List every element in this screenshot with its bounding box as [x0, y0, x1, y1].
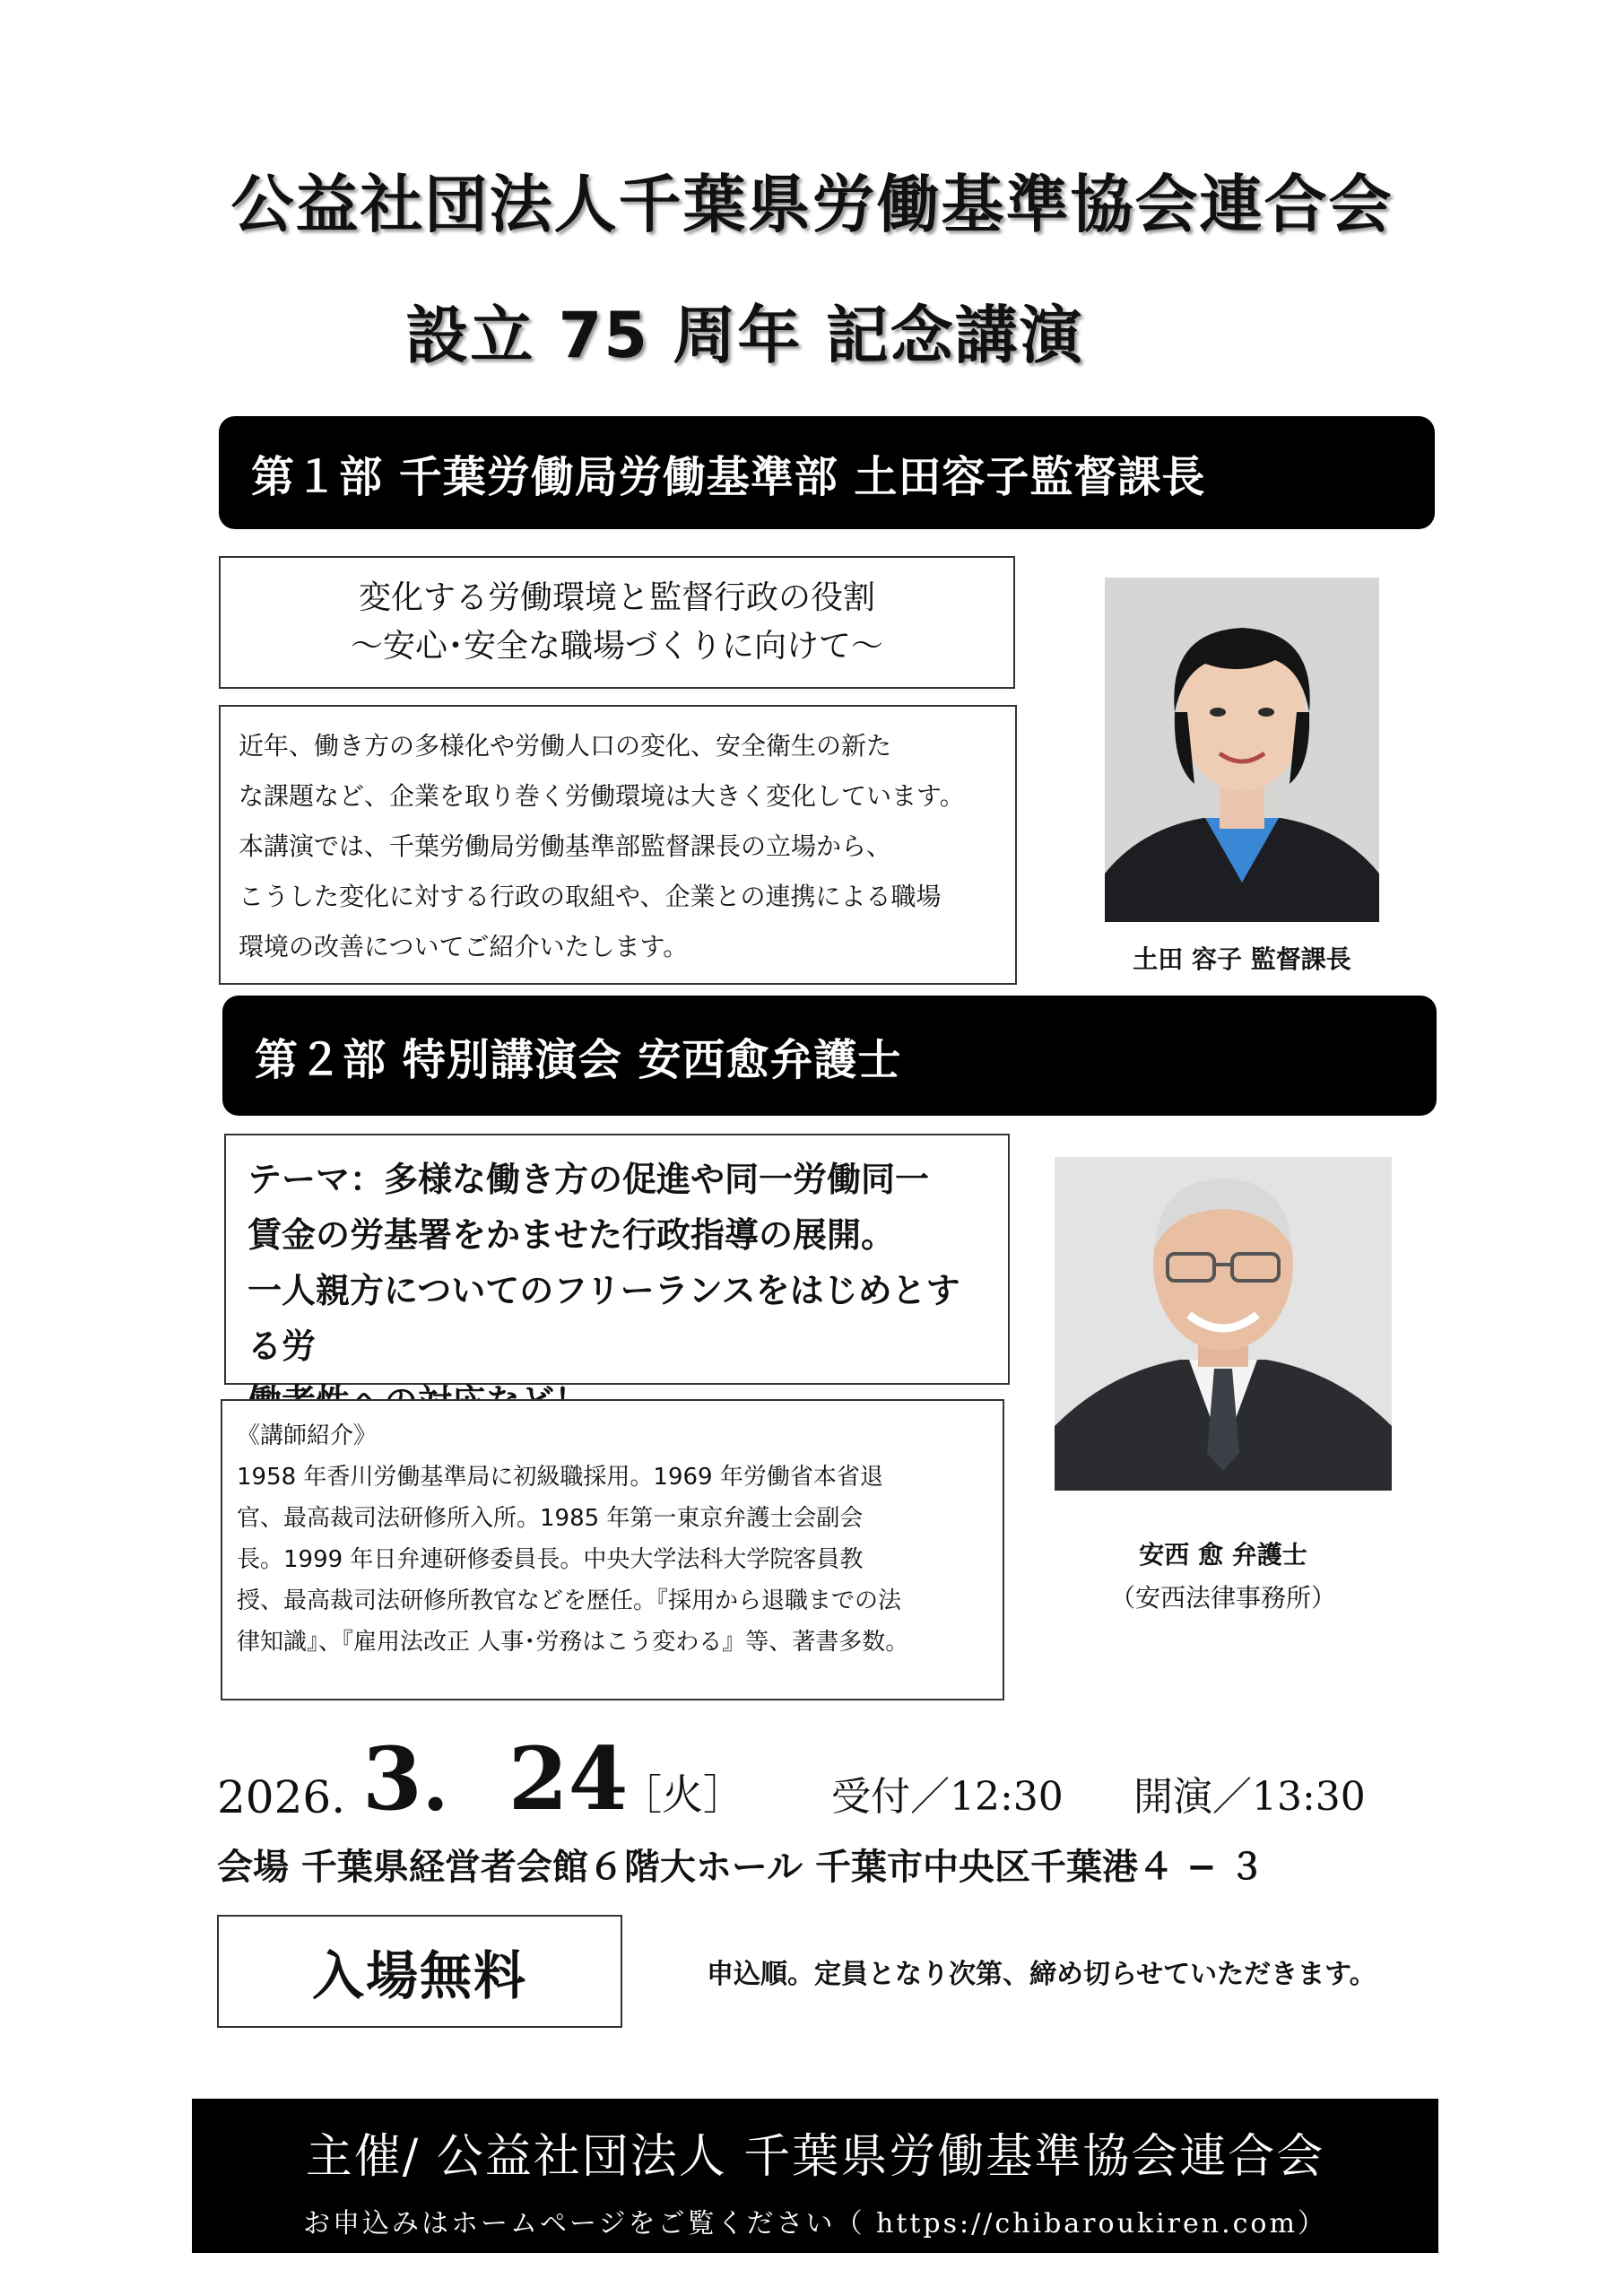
bio-line: 官、最高裁司法研修所入所。1985 年第一東京弁護士会副会 — [237, 1505, 864, 1532]
theme-line: 一人親方についてのフリーランスをはじめとする労 — [248, 1271, 960, 1366]
part2-bio-box — [221, 1399, 1004, 1700]
part1-description-box — [219, 705, 1017, 985]
event-date: 3．24 — [362, 1728, 629, 1830]
part1-topic-line1: 変化する労働環境と監督行政の役割 — [358, 579, 875, 616]
description-line: な課題など、企業を取り巻く労働環境は大きく変化しています。 — [239, 781, 965, 811]
theme-line: 賃金の労基署をかませた行政指導の展開。 — [248, 1215, 896, 1255]
part2-title: 第２部 特別講演会 安西愈弁護士 — [255, 1034, 902, 1085]
description-line: 本講演では、千葉労働局労働基準部監督課長の立場から、 — [239, 831, 892, 861]
speaker2-caption: 安西 愈 弁護士 — [1139, 1540, 1307, 1570]
admission-label: 入場無料 — [311, 1945, 527, 2006]
part2-theme-box — [224, 1134, 1010, 1385]
admission-free-box — [217, 1915, 622, 2028]
event-datetime-row — [217, 1728, 1383, 1834]
footer-bar — [192, 2099, 1438, 2253]
theme-line: テーマ：多様な働き方の促進や同一労働同一 — [248, 1160, 930, 1199]
footer-host: 主催/ 公益社団法人 千葉県労働基準協会連合会 — [305, 2130, 1325, 2184]
event-start-time: 開演／13:30 — [1133, 1774, 1366, 1820]
bio-line: 《講師紹介》 — [237, 1422, 378, 1449]
bio-line: 1958 年香川労働基準局に初級職採用。1969 年労働省本省退 — [237, 1464, 883, 1491]
event-year: 2026. — [217, 1771, 346, 1823]
part1-topic-line2: 〜安心･安全な職場づくりに向けて〜 — [350, 628, 883, 665]
event-subtitle: 設立 75 周年 記念講演 — [405, 299, 1084, 372]
part1-topic-box — [219, 556, 1015, 689]
speaker1-caption: 土田 容子 監督課長 — [1133, 944, 1351, 974]
speaker1-photo — [1105, 578, 1379, 922]
bio-line: 長。1999 年日弁連研修委員長。中央大学法科大学院客員教 — [237, 1546, 864, 1573]
description-line: 近年、働き方の多様化や労働人口の変化、安全衛生の新た — [239, 731, 892, 761]
footer-registration-info: お申込みはホームページをご覧ください（ https://chibaroukiren.com） — [303, 2208, 1327, 2239]
part1-title: 第１部 千葉労働局労働基準部 土田容子監督課長 — [251, 451, 1206, 502]
event-venue: 会場 千葉県経営者会館６階大ホール 千葉市中央区千葉港４ − ３ — [217, 1847, 1265, 1888]
speaker2-photo — [1055, 1157, 1392, 1491]
description-line: 環境の改善についてご紹介いたします。 — [239, 932, 689, 961]
bio-line: 律知識』、『雇用法改正 人事･労務はこう変わる』等、著書多数。 — [237, 1629, 909, 1656]
event-reception-time: 受付／12:30 — [831, 1774, 1064, 1820]
part1-header-bar — [219, 416, 1435, 529]
event-organizer-title: 公益社団法人千葉県労働基準協会連合会 — [230, 168, 1394, 241]
speaker2-affiliation: （安西法律事務所） — [1109, 1583, 1336, 1613]
bio-line: 授、最高裁司法研修所教官などを歴任。『採用から退職までの法 — [237, 1587, 902, 1614]
part2-header-bar — [222, 996, 1437, 1116]
event-weekday: ［火］ — [621, 1770, 744, 1819]
description-line: こうした変化に対する行政の取組や、企業との連携による職場 — [239, 882, 942, 911]
registration-note: 申込順。定員となり次第、締め切らせていただきます。 — [707, 1959, 1376, 1990]
